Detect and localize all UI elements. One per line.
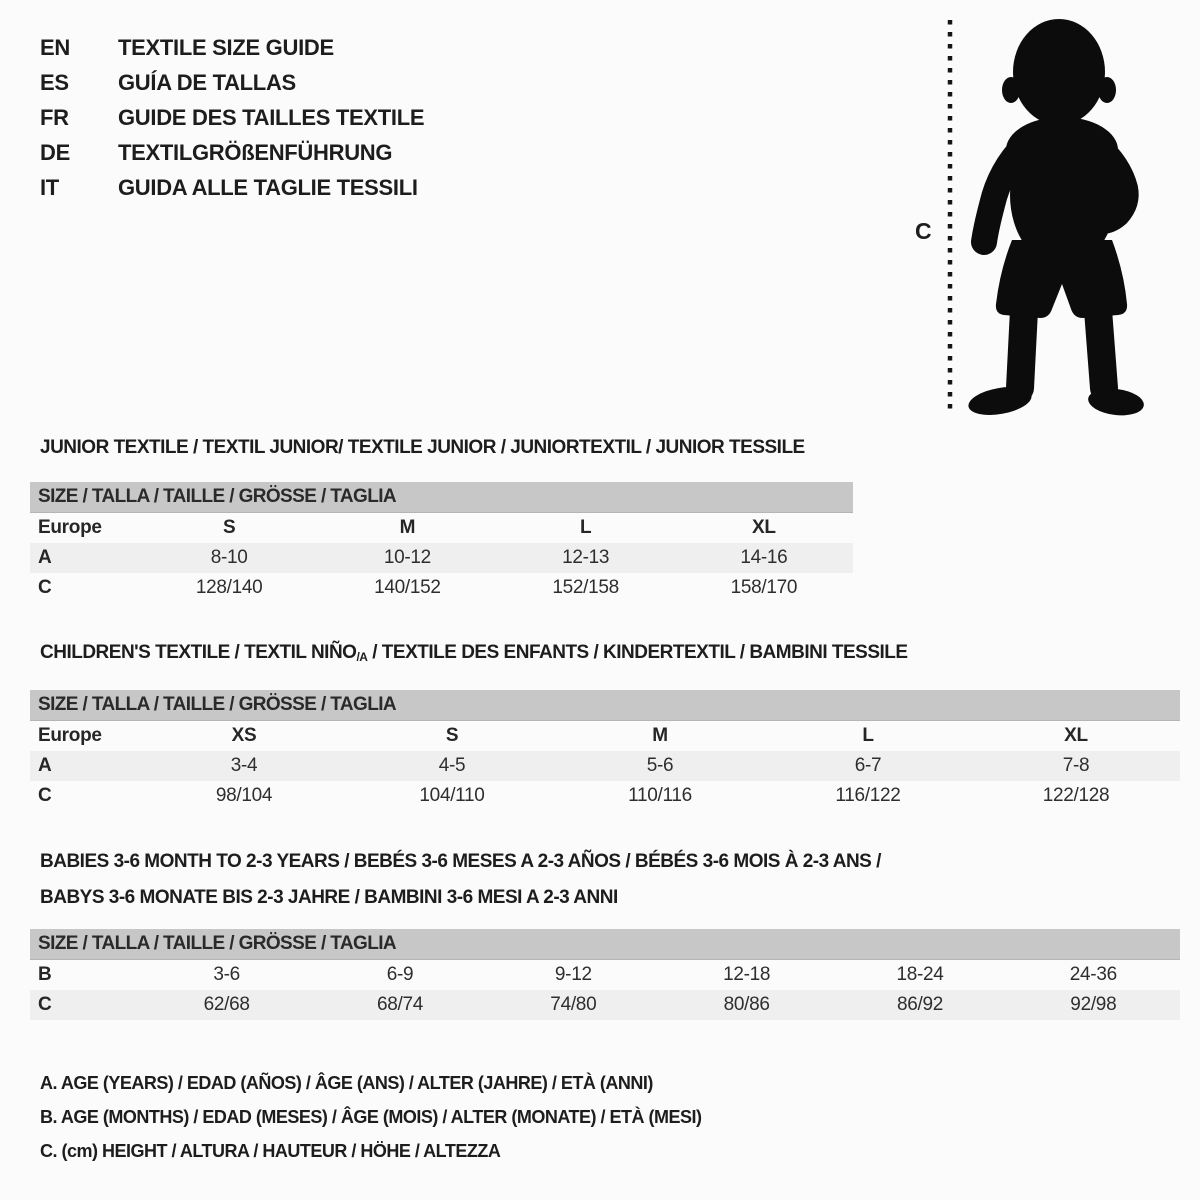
guide-title: GUIDE DES TAILLES TEXTILE	[118, 104, 425, 130]
lang-code: FR	[40, 104, 69, 130]
size-col: L	[579, 517, 592, 538]
age-value: 3-4	[230, 755, 258, 776]
age-value: 10-12	[383, 547, 431, 568]
height-value: 86/92	[896, 994, 944, 1015]
lang-code: ES	[40, 69, 69, 95]
size-col: M	[652, 725, 668, 746]
legend-age-months: B. AGE (MONTHS) / EDAD (MESES) / ÂGE (MOIS) / ALTER (MONATE) / ETÀ (MESI)	[40, 1107, 702, 1127]
junior-section-title: JUNIOR TEXTILE / TEXTIL JUNIOR/ TEXTILE JUNIOR / JUNIORTEXTIL / JUNIOR TESSILE	[40, 437, 805, 458]
babies-title-line2: BABYS 3-6 MONATE BIS 2-3 JAHRE / BAMBINI 3-6 MESI A 2-3 ANNI	[40, 887, 618, 908]
height-value: 110/116	[628, 785, 692, 806]
row-label: A	[38, 547, 52, 568]
height-value: 140/152	[374, 577, 441, 598]
size-col: XL	[752, 517, 776, 538]
size-header-label: SIZE / TALLA / TAILLE / GRÖSSE / TAGLIA	[38, 486, 397, 507]
row-label: C	[38, 785, 52, 806]
children-size-table	[30, 690, 1180, 811]
children-section-title	[40, 642, 908, 664]
size-row	[30, 513, 853, 543]
guide-title: TEXTILGRÖßENFÜHRUNG	[118, 139, 393, 165]
size-col: S	[445, 725, 459, 746]
lang-row-es	[40, 65, 424, 100]
toddler-body	[966, 19, 1145, 419]
legend-age-years: A. AGE (YEARS) / EDAD (AÑOS) / ÂGE (ANS) / ALTER (JAHRE) / ETÀ (ANNI)	[40, 1073, 653, 1093]
age-value: 24-36	[1069, 964, 1117, 985]
age-value: 12-13	[562, 547, 610, 568]
region-label: Europe	[38, 517, 102, 538]
height-value: 62/68	[203, 994, 250, 1015]
age-row	[30, 751, 1180, 781]
height-value: 80/86	[723, 994, 770, 1015]
age-months-row	[30, 960, 1180, 990]
legend-height-cm: C. (cm) HEIGHT / ALTURA / HAUTEUR / HÖHE / ALTEZZA	[40, 1141, 501, 1161]
lang-row-en	[40, 30, 424, 65]
row-label: C	[38, 577, 52, 598]
size-row	[30, 721, 1180, 751]
toddler-silhouette-icon	[940, 10, 1180, 430]
age-value: 5-6	[646, 755, 674, 776]
height-value: 122/128	[1042, 785, 1110, 806]
size-col: XS	[231, 725, 257, 746]
age-value: 9-12	[554, 964, 592, 985]
size-col: S	[222, 517, 236, 538]
age-value: 7-8	[1062, 755, 1090, 776]
language-title-list	[40, 30, 424, 205]
age-value: 14-16	[740, 547, 788, 568]
lang-row-fr	[40, 100, 424, 135]
junior-size-table	[30, 482, 853, 603]
height-value: 116/122	[835, 785, 901, 806]
age-value: 12-18	[723, 964, 771, 985]
height-figure	[915, 10, 1180, 430]
age-value: 6-9	[386, 964, 414, 985]
height-measure-label: C	[915, 218, 932, 244]
babies-size-table	[30, 929, 1180, 1020]
lang-row-it	[40, 170, 424, 205]
age-value: 4-5	[438, 755, 466, 776]
lang-code: EN	[40, 34, 70, 60]
children-title-prefix: CHILDREN'S TEXTILE / TEXTIL NIÑO	[40, 642, 357, 663]
height-value: 98/104	[215, 785, 273, 806]
age-value: 6-7	[854, 755, 882, 776]
height-row	[30, 990, 1180, 1020]
size-col: M	[399, 517, 416, 538]
babies-title-line1: BABIES 3-6 MONTH TO 2-3 YEARS / BEBÉS 3-6 MESES A 2-3 AÑOS / BÉBÉS 3-6 MOIS À 2-3 ANS /	[40, 851, 881, 872]
age-value: 8-10	[210, 547, 248, 568]
guide-title: TEXTILE SIZE GUIDE	[118, 34, 334, 60]
height-value: 152/158	[552, 577, 619, 598]
children-title-subscript: /A	[356, 650, 368, 664]
size-col: L	[862, 725, 874, 746]
height-value: 158/170	[730, 577, 798, 598]
age-value: 3-6	[213, 964, 240, 985]
row-label: B	[38, 964, 52, 985]
size-header-bar	[30, 482, 853, 513]
size-header-bar	[30, 929, 1180, 960]
height-row	[30, 573, 853, 603]
age-row	[30, 543, 853, 573]
lang-code: DE	[40, 139, 70, 165]
guide-title: GUÍA DE TALLAS	[118, 69, 296, 95]
size-header-label: SIZE / TALLA / TAILLE / GRÖSSE / TAGLIA	[38, 694, 397, 715]
lang-row-de	[40, 135, 424, 170]
height-value: 74/80	[550, 994, 597, 1015]
height-value: 104/110	[419, 785, 485, 806]
children-title-suffix: / TEXTILE DES ENFANTS / KINDERTEXTIL / BAMBINI TESSILE	[367, 642, 908, 663]
guide-title: GUIDA ALLE TAGLIE TESSILI	[118, 174, 418, 200]
height-value: 68/74	[376, 994, 424, 1015]
height-value: 92/98	[1070, 994, 1117, 1015]
size-col: XL	[1064, 725, 1088, 746]
height-row	[30, 781, 1180, 811]
age-value: 18-24	[896, 964, 944, 985]
height-value: 128/140	[195, 577, 263, 598]
row-label: C	[38, 994, 52, 1015]
measure-legend	[40, 1066, 701, 1168]
babies-section-title	[40, 844, 881, 916]
row-label: A	[38, 755, 52, 776]
region-label: Europe	[38, 725, 102, 746]
lang-code: IT	[40, 174, 59, 200]
size-header-label: SIZE / TALLA / TAILLE / GRÖSSE / TAGLIA	[38, 933, 397, 954]
size-header-bar	[30, 690, 1180, 721]
